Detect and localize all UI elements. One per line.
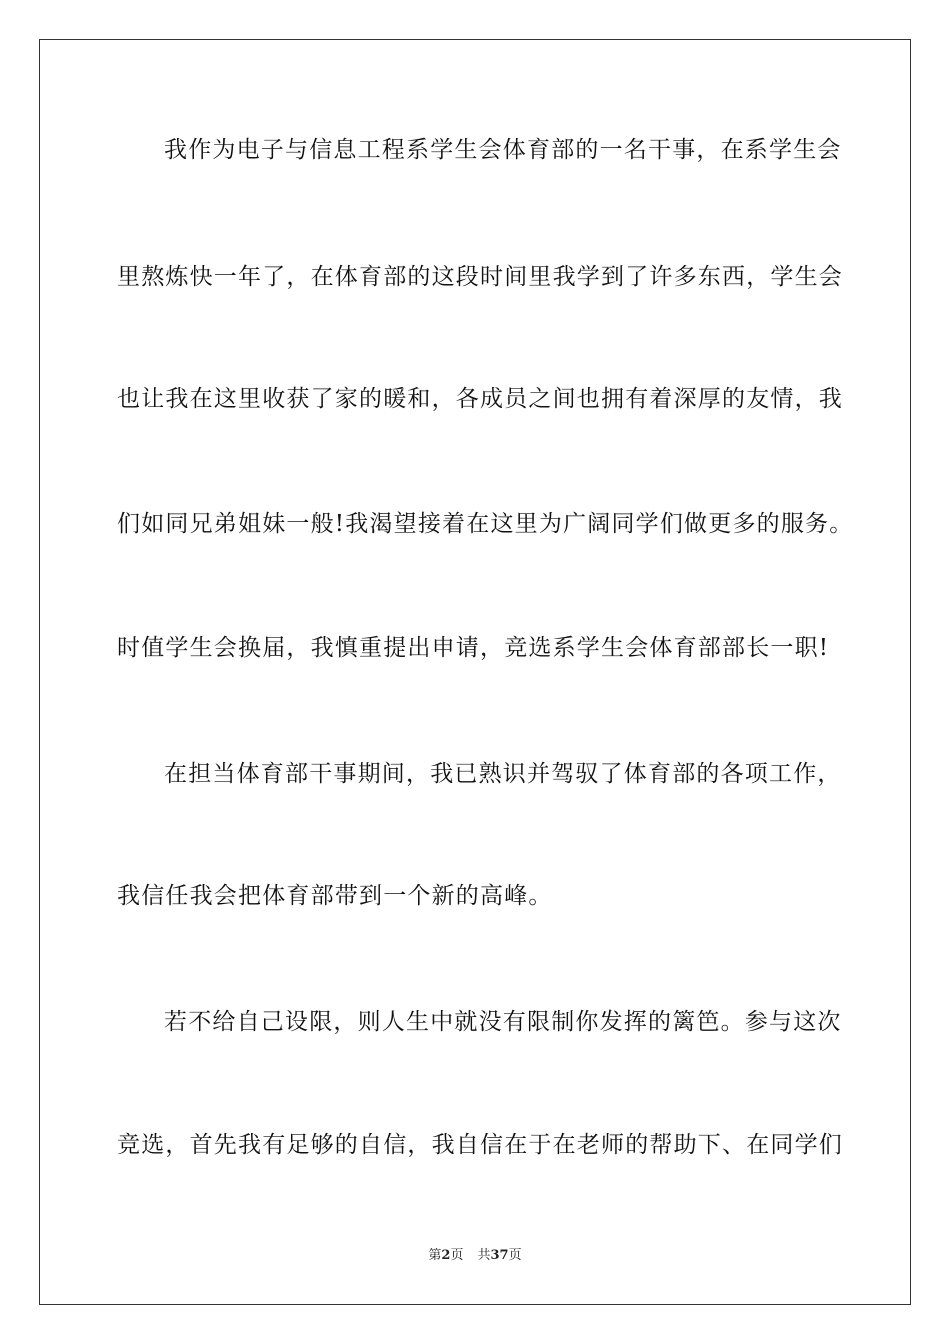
paragraph-line: 竞选，首先我有足够的自信，我自信在于在老师的帮助下、在同学们: [117, 1132, 843, 1158]
paragraph-line: 时值学生会换届，我慎重提出申请，竞选系学生会体育部部长一职!: [117, 635, 830, 661]
page-number: 2: [441, 1248, 451, 1263]
total-suffix: 页: [508, 1248, 522, 1263]
total-pages: 37: [490, 1248, 509, 1263]
paragraph-line: 我作为电子与信息工程系学生会体育部的一名干事，在系学生会: [164, 137, 842, 163]
paragraph-line: 也让我在这里收获了家的暖和，各成员之间也拥有着深厚的友情，我: [117, 386, 843, 412]
paragraph-line: 们如同兄弟姐妹一般!我渴望接着在这里为广阔同学们做更多的服务。: [117, 511, 854, 537]
page-footer: [0, 1247, 950, 1265]
paragraph-line: 我信任我会把体育部带到一个新的高峰。: [117, 883, 553, 909]
paragraph-line: 若不给自己设限，则人生中就没有限制你发挥的篱笆。参与这次: [164, 1009, 842, 1035]
paragraph-line: 在担当体育部干事期间，我已熟识并驾驭了体育部的各项工作，: [164, 761, 842, 787]
page-prefix: 第: [428, 1248, 442, 1263]
page-suffix: 页: [450, 1248, 464, 1263]
paragraph-line: 里熬炼快一年了，在体育部的这段时间里我学到了许多东西，学生会: [117, 264, 843, 290]
page-border: [39, 39, 911, 1305]
total-prefix: 共: [477, 1248, 491, 1263]
